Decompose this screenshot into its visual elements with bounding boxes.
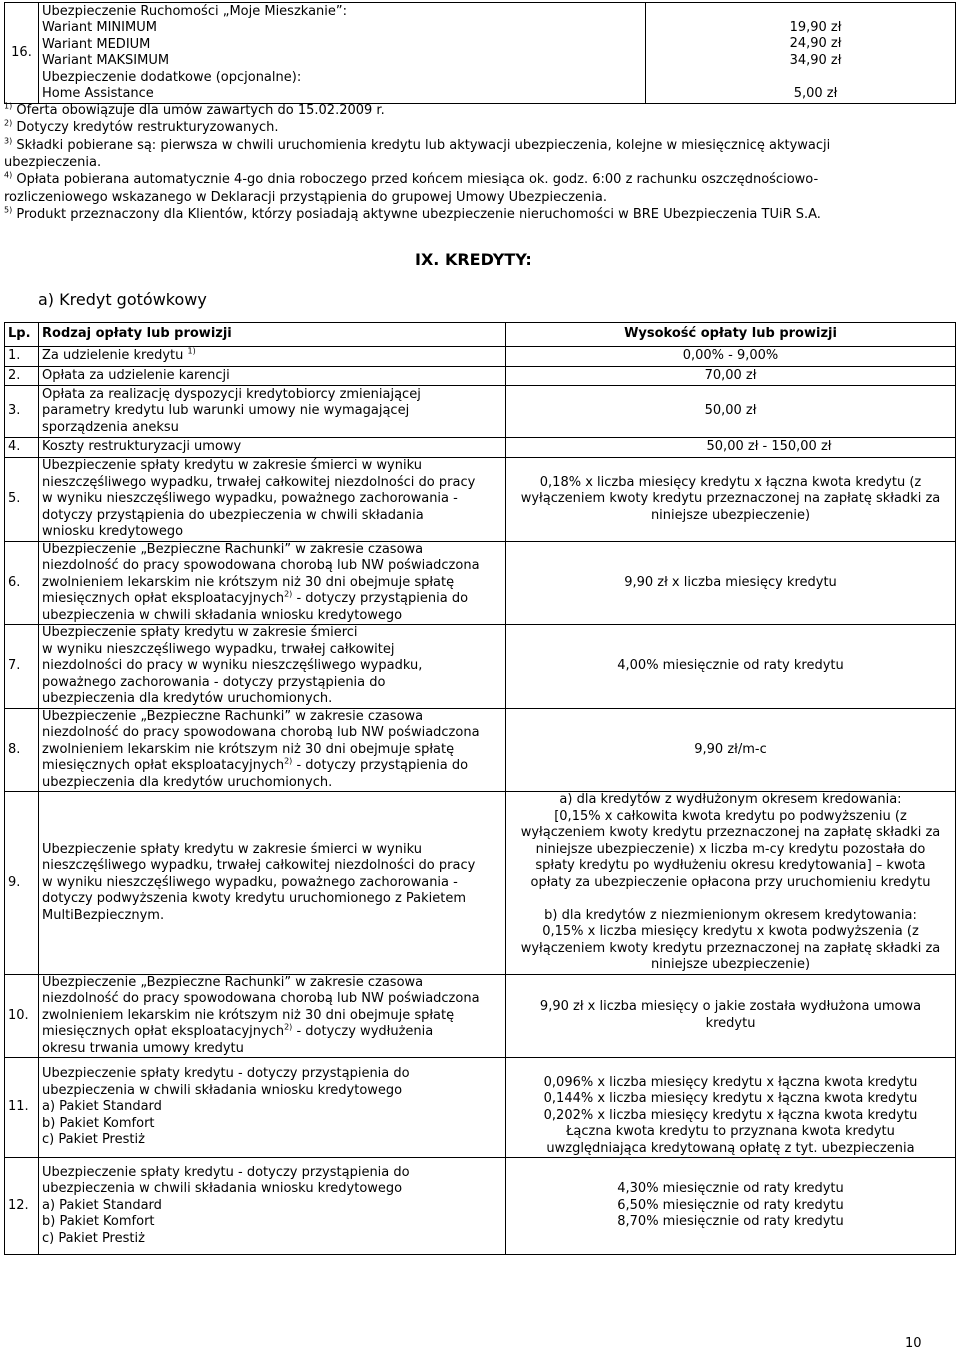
description-line: ubezpieczenia dla kredytów uruchomionych. (42, 691, 333, 706)
insurance-description (39, 3, 646, 104)
amount-line (509, 1058, 952, 1075)
description-line: Ubezpieczenie spłaty kredytu w zakresie śmierci w wyniku (42, 841, 422, 857)
row-number: 2. (5, 367, 39, 386)
section-title: IX. KREDYTY: (415, 250, 532, 269)
row-number: 3. (5, 386, 39, 438)
table-row (5, 541, 956, 625)
description-line: niezdolności do pracy w wyniku nieszczęśliwego wypadku, (42, 658, 423, 673)
fee-description (39, 625, 506, 709)
price-line (679, 69, 952, 86)
footnote-3-cont: ubezpieczenia. (4, 155, 102, 170)
amount-line: 0,00% - 9,00% (682, 348, 779, 364)
row-number: 11. (5, 1058, 39, 1158)
page-number: 10 (905, 1336, 922, 1351)
description-line: MultiBezpiecznym. (42, 907, 165, 923)
row-number: 9. (5, 792, 39, 975)
footnote-3: $^{3)}$ Składki pobierane są: pierwsza w chwili uruchomienia kredytu lub aktywacji ubezpieczenia, kolejne w miesięcznicę aktywacji (4, 136, 831, 153)
fees-table (4, 322, 956, 1255)
description-line: Opłata za udzielenie karencji (42, 367, 230, 383)
table-row (5, 347, 956, 367)
description-line: Opłata za realizację dyspozycji kredytobiorcy zmieniającej (42, 386, 421, 402)
description-line: Ubezpieczenie „Bezpieczne Rachunki” w zakresie czasowa (42, 974, 424, 990)
header-type: Rodzaj opłaty lub prowizji (39, 323, 506, 347)
amount-line: 0,144% x liczba miesięcy kredytu x łączna kwota kredytu (543, 1091, 918, 1106)
fee-amount (506, 1158, 956, 1255)
fee-description (39, 1058, 506, 1158)
description-line: niezdolność do pracy spowodowana chorobą lub NW poświadczona (42, 725, 480, 740)
price-line: 24,90 zł (789, 36, 842, 52)
description-line: okresu trwania umowy kredytu (42, 1040, 244, 1056)
description-line: dotyczy przystąpienia do ubezpieczenia w chwili składania (42, 507, 424, 523)
footnotes (0, 101, 960, 222)
description-line: zwolnieniem lekarskim nie krótszym niż 30 dni obejmuje spłatę (42, 574, 455, 590)
fee-amount (506, 347, 956, 367)
description-line: Wariant MEDIUM (42, 36, 151, 52)
fee-description (39, 438, 506, 458)
description-line: nieszczęśliwego wypadku, trwałej całkowitej niezdolności do pracy (42, 858, 476, 873)
header-lp: Lp. (5, 323, 39, 347)
amount-line: uwzględniająca kredytowaną opłatę z tyt. ubezpieczenia (546, 1140, 915, 1156)
fee-description (39, 1158, 506, 1255)
price-line: 34,90 zł (789, 52, 842, 68)
amount-line (509, 891, 952, 908)
description-line: w wyniku nieszczęśliwego wypadku, trwałej całkowitej (42, 641, 395, 657)
amount-line: 4,30% miesięcznie od raty kredytu (617, 1181, 844, 1197)
amount-line: niniejsze ubezpieczenie) (650, 957, 811, 972)
footnote-1: $^{1)}$ Oferta obowiązuje dla umów zawartych do 15.02.2009 r. (4, 101, 385, 118)
amount-line: 70,00 zł (704, 367, 757, 383)
amount-line: 4,00% miesięcznie od raty kredytu (617, 658, 844, 673)
amount-line: 6,50% miesięcznie od raty kredytu (617, 1197, 844, 1213)
description-line: w wyniku nieszczęśliwego wypadku, poważnego zachorowania - (42, 874, 458, 890)
description-line: miesięcznych opłat eksploatacyjnych$^{2)}$ - dotyczy przystąpienia do (42, 589, 469, 606)
description-line: ubezpieczenia w chwili składania wniosku kredytowego (42, 607, 403, 623)
fee-description (39, 386, 506, 438)
fee-description (39, 347, 506, 367)
amount-line: niniejsze ubezpieczenie) (650, 507, 811, 523)
description-line: Ubezpieczenie Ruchomości „Moje Mieszkanie”: (42, 3, 348, 19)
table-row (5, 367, 956, 386)
description-line: Koszty restrukturyzacji umowy (42, 439, 242, 455)
fee-description (39, 458, 506, 542)
description-line: Ubezpieczenie spłaty kredytu - dotyczy przystąpienia do (42, 1066, 410, 1082)
amount-line: wyłączeniem kwoty kredytu przeznaczonej na zapłatę składki za (520, 940, 941, 956)
description-line: sporządzenia aneksu (42, 419, 179, 435)
insurance-table (4, 2, 956, 104)
table-row (5, 386, 956, 438)
fee-amount (506, 367, 956, 386)
description-line: ubezpieczenia w chwili składania wniosku kredytowego (42, 1181, 403, 1197)
description-line: Ubezpieczenie spłaty kredytu w zakresie śmierci w wyniku (42, 458, 422, 473)
description-line: Ubezpieczenie dodatkowe (opcjonalne): (42, 69, 302, 85)
amount-line: 50,00 zł - 150,00 zł (706, 439, 832, 455)
fee-description (39, 792, 506, 975)
description-line: Ubezpieczenie spłaty kredytu w zakresie śmierci (42, 625, 358, 640)
table-row (5, 974, 956, 1058)
amount-line: 0,15% x liczba miesięcy kredytu x kwota podwyższenia (z (542, 924, 919, 939)
row-number: 8. (5, 708, 39, 792)
amount-line: [0,15% x całkowita kwota kredytu po podwyższeniu (z (554, 808, 907, 824)
row-number: 1. (5, 347, 39, 367)
amount-line: kredytu (705, 1015, 756, 1031)
insurance-prices (646, 3, 956, 104)
fee-description (39, 974, 506, 1058)
header-row (5, 323, 956, 347)
table-row (5, 438, 956, 458)
footnote-2: $^{2)}$ Dotyczy kredytów restrukturyzowanych. (4, 118, 279, 135)
amount-line: 0,096% x liczba miesięcy kredytu x łączna kwota kredytu (543, 1074, 918, 1090)
fee-amount (506, 458, 956, 542)
table-row (5, 625, 956, 709)
fee-amount (506, 541, 956, 625)
row-number: 6. (5, 541, 39, 625)
description-line: poważnego zachorowania - dotyczy przystąpienia do (42, 674, 386, 690)
description-line: c) Pakiet Prestiż (42, 1132, 145, 1148)
amount-line: spłaty kredytu po wydłużeniu okresu kredytowania] – kwota (535, 858, 926, 873)
amount-line: niniejsze ubezpieczenie) x liczba m-cy kredytu pozostała do (535, 841, 926, 857)
fee-description (39, 367, 506, 386)
footnote-5: $^{5)}$ Produkt przeznaczony dla Klientów, którzy posiadają aktywne ubezpieczenie nieruchomości w BRE Ubezpieczenia TUiR S.A. (4, 205, 821, 222)
fee-amount (506, 792, 956, 975)
subsection-title: a) Kredyt gotówkowy (38, 290, 207, 309)
fee-description (39, 708, 506, 792)
description-line: miesięcznych opłat eksploatacyjnych$^{2)}$ - dotyczy wydłużenia (42, 1022, 434, 1039)
description-line: dotyczy podwyższenia kwoty kredytu uruchomionego z Pakietem (42, 891, 467, 906)
amount-line: wyłączeniem kwoty kredytu przeznaczonej na zapłatę składki za (520, 491, 941, 506)
description-line: a) Pakiet Standard (42, 1099, 162, 1115)
amount-line: 0,202% x liczba miesięcy kredytu x łączna kwota kredytu (543, 1107, 918, 1123)
row-number: 7. (5, 625, 39, 709)
amount-line: 0,18% x liczba miesięcy kredytu x łączna kwota kredytu (z (539, 474, 922, 490)
description-line: niezdolność do pracy spowodowana chorobą lub NW poświadczona (42, 991, 480, 1006)
footnote-4: $^{4)}$ Opłata pobierana automatycznie 4-go dnia roboczego przed końcem miesiąca ok. godz. 6:00 z rachunku oszczędnościowo- (4, 170, 819, 187)
description-line: ubezpieczenia w chwili składania wniosku kredytowego (42, 1082, 403, 1098)
amount-line: opłaty za ubezpieczenie opłacona przy uruchomieniu kredytu (530, 874, 931, 890)
row-number: 16. (5, 3, 39, 104)
description-line: w wyniku nieszczęśliwego wypadku, poważnego zachorowania - (42, 491, 458, 506)
amount-line: 9,90 zł x liczba miesięcy kredytu (624, 574, 837, 590)
amount-line: b) dla kredytów z niezmienionym okresem kredytowania: (544, 907, 917, 923)
description-line: b) Pakiet Komfort (42, 1115, 155, 1131)
description-line: zwolnieniem lekarskim nie krótszym niż 30 dni obejmuje spłatę (42, 741, 455, 757)
fee-amount (506, 625, 956, 709)
price-line: 5,00 zł (793, 85, 838, 101)
description-line: b) Pakiet Komfort (42, 1214, 155, 1230)
description-line: miesięcznych opłat eksploatacyjnych$^{2)}$ - dotyczy przystąpienia do (42, 756, 469, 773)
amount-line: 9,90 zł/m-c (694, 741, 767, 757)
description-line: Wariant MAKSIMUM (42, 53, 170, 68)
table-row (5, 1058, 956, 1158)
fee-amount (506, 1058, 956, 1158)
amount-line: 50,00 zł (704, 403, 757, 419)
description-line: Wariant MINIMUM (42, 20, 157, 35)
description-line: parametry kredytu lub warunki umowy nie wymagającej (42, 403, 410, 419)
description-line: ubezpieczenia dla kredytów uruchomionych. (42, 774, 333, 790)
table-row (5, 1158, 956, 1255)
description-line: Ubezpieczenie „Bezpieczne Rachunki” w zakresie czasowa (42, 708, 424, 724)
description-line: nieszczęśliwego wypadku, trwałej całkowitej niezdolności do pracy (42, 474, 476, 490)
description-line: Home Assistance (42, 86, 154, 101)
description-line: c) Pakiet Prestiż (42, 1230, 145, 1246)
amount-line: wyłączeniem kwoty kredytu przeznaczonej na zapłatę składki za (520, 825, 941, 840)
price-line: 19,90 zł (789, 19, 842, 35)
row-number: 5. (5, 458, 39, 542)
amount-line: 8,70% miesięcznie od raty kredytu (617, 1214, 844, 1230)
row-number: 4. (5, 438, 39, 458)
fee-amount (506, 438, 956, 458)
amount-line: 9,90 zł x liczba miesięcy o jakie została wydłużona umowa (539, 999, 922, 1015)
description-line: Za udzielenie kredytu $^{1)}$ (42, 346, 196, 364)
description-line: niezdolność do pracy spowodowana chorobą lub NW poświadczona (42, 558, 480, 573)
fee-amount (506, 708, 956, 792)
table-row (5, 458, 956, 542)
description-line: zwolnieniem lekarskim nie krótszym niż 30 dni obejmuje spłatę (42, 1007, 455, 1023)
description-line: a) Pakiet Standard (42, 1197, 162, 1213)
row-number: 12. (5, 1158, 39, 1255)
description-line: wniosku kredytowego (42, 524, 184, 539)
fee-amount (506, 386, 956, 438)
amount-line: Łączna kwota kredytu to przyznana kwota kredytu (566, 1124, 895, 1139)
table-row (5, 708, 956, 792)
row-number: 10. (5, 974, 39, 1058)
description-line: Ubezpieczenie spłaty kredytu - dotyczy przystąpienia do (42, 1164, 410, 1180)
fee-amount (506, 974, 956, 1058)
amount-line: a) dla kredytów z wydłużonym okresem kredowania: (559, 792, 902, 807)
table-row (5, 792, 956, 975)
fee-description (39, 541, 506, 625)
footnote-4-cont: rozliczeniowego wskazanego w Deklaracji przystąpienia do grupowej Umowy Ubezpieczenia. (4, 190, 608, 205)
header-amount: Wysokość opłaty lub prowizji (506, 323, 956, 347)
description-line: Ubezpieczenie „Bezpieczne Rachunki” w zakresie czasowa (42, 541, 424, 557)
